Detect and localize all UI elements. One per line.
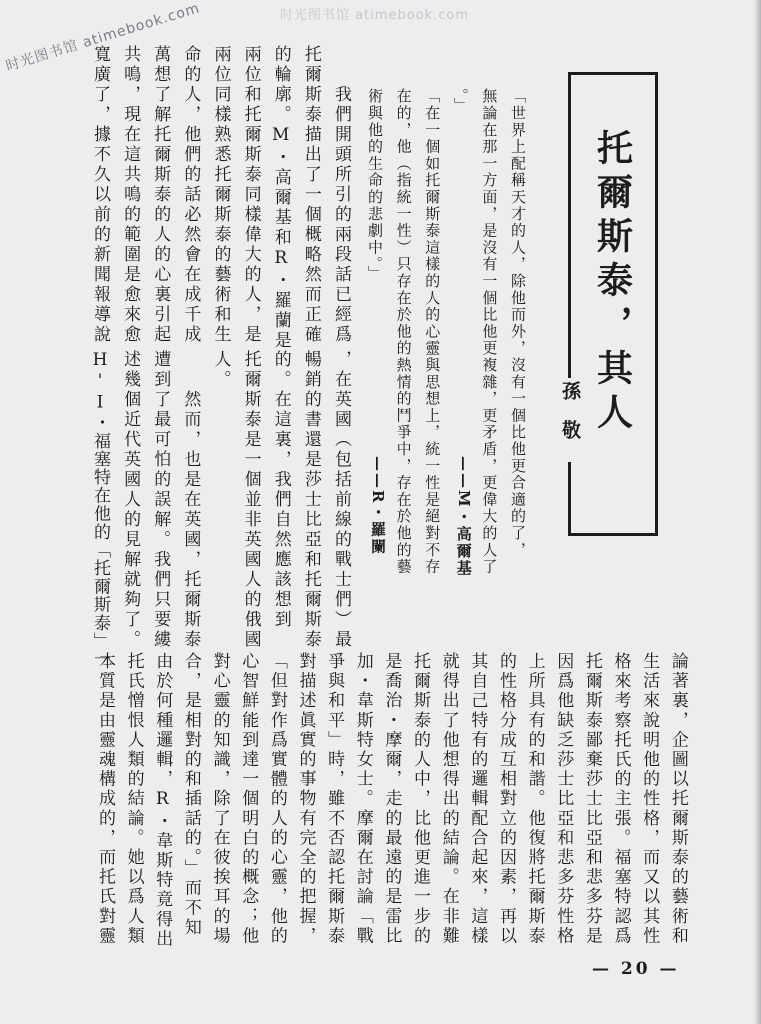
quote-attribution-gorky: ——M・高爾基 [454,456,473,577]
text-column: 對心靈的知識，除了在彼挨耳的場 [209,652,230,946]
paragraph-2 [90,350,351,669]
text-column: 的輪廓。M・高爾基和R・羅蘭是 [270,45,291,351]
quote-column-text: 。」 [451,88,470,115]
text-column: 由於何種邏輯，R・韋斯特竟得出 [152,652,173,949]
text-column: 托爾斯泰鄙棄莎士比亞和悲多芬是 [581,652,602,946]
page-number: — 20 — [592,959,680,979]
text-column: 對描述眞實的事物有完全的把握， [295,652,316,946]
text-column: 托爾斯泰描出了一個概略然而正確 [300,45,321,345]
quote-column: 在的，他（指統一性）只存在於他的熱情的鬥爭中，存在於他的藝 [394,88,413,576]
text-column: 本質是由靈魂構成的，而托氏對靈 [95,652,115,946]
text-column: 是喬治・摩爾，走的最遠的是雷比 [381,652,402,946]
text-column: 遭到了最可怕的誤解。我們只要縷 [150,350,171,650]
text-column: H'I・福塞特在他的「托爾斯泰」一 [90,350,110,669]
text-column: 萬想了解托爾斯泰的人的心裏引起 [150,45,171,345]
epigraph-quotes [366,88,526,580]
article-author: 孫敬 [556,378,585,462]
text-column: 生活來說明他的性格，而又以其性 [639,652,660,946]
text-column: 兩位和托爾斯泰同樣偉大的人，是 [240,45,261,345]
text-column: 爭與和平」時，雖不否認托爾斯泰 [324,652,345,946]
quote-column: 「世界上配稱天才的人，除他而外，沒有一個比他更合適的了， [508,88,527,559]
text-column: 合，是相對的和插話的。」而不知 [180,652,201,938]
text-column: 兩位同樣熟悉托爾斯泰的藝術和生 [210,45,231,345]
text-column: 上所具有的和諧。他復將托爾斯泰 [524,652,545,946]
quote-attribution-rolland: ——R・羅闌 [369,456,387,556]
text-column: 的。在這裏，我們自然應該想到 [270,350,291,630]
text-column: 托爾斯泰的人中，比他更進一步的 [410,652,431,946]
quote-column-text: 術與他的生命的悲劇中。」 [366,88,384,283]
quote-column: 無論在那一方面，是沒有一個比他更複雜，更矛盾，更偉大的人了 [480,88,499,576]
text-column: 我們開頭所引的兩段話已經爲 [331,85,351,345]
text-column: 人。 [210,350,231,390]
paragraph-1 [90,45,350,349]
paragraph-3 [95,652,687,952]
text-column: 心智鮮能到達一個明白的概念；他 [238,652,259,946]
text-column: 因爲他缺乏莎士比亞和悲多芬性格 [553,652,574,946]
text-column: 加・韋斯特女士。摩爾在討論「戰 [352,652,373,946]
text-column: 命的人，他們的話必然會在成千成 [180,45,201,345]
text-column: 寬廣了，據不久以前的新聞報導說 [90,45,110,345]
text-column: 就得出了他想得出的結論。在非難 [438,652,459,946]
text-column: 然而，也是在英國，托爾斯泰 [180,390,201,650]
text-column: 論著裏，企圖以托爾斯泰的藝術和 [667,652,688,946]
text-column: 格來考察托氏的主張。福塞特認爲 [610,652,631,946]
watermark-diagonal: 时光图书馆 atimebook.com [3,0,202,75]
text-column: 暢銷的書還是莎士比亞和托爾斯泰 [300,350,321,650]
watermark-top: 时光图书馆 atimebook.com [280,8,470,23]
quote-column [366,88,387,580]
text-column: 述幾個近代英國人的見解就夠了。 [120,350,141,650]
quote-column: 「在一個如托爾斯泰這樣的人的心靈與思想上，統一性是絕對不存 [423,88,442,576]
text-column: ，在英國（包括前線的戰士們）最 [331,350,351,650]
text-column: 托氏憎恨人類的結論。她以爲人類 [123,652,144,946]
text-column: 其自己特有的邏輯配合起來，這樣 [467,652,488,946]
text-column: 托爾斯泰是一個並非英國人的俄國 [240,350,261,650]
article-title: 托爾斯泰，其人 [591,129,634,437]
quote-column [451,88,473,580]
text-column: 的性格分成互相對立的因素，再以 [495,652,516,946]
text-column: 「但對作爲實體的人的心靈，他的 [266,652,287,946]
text-column: 共鳴，現在這共鳴的範圍是愈來愈 [120,45,141,345]
title-box [568,72,658,536]
